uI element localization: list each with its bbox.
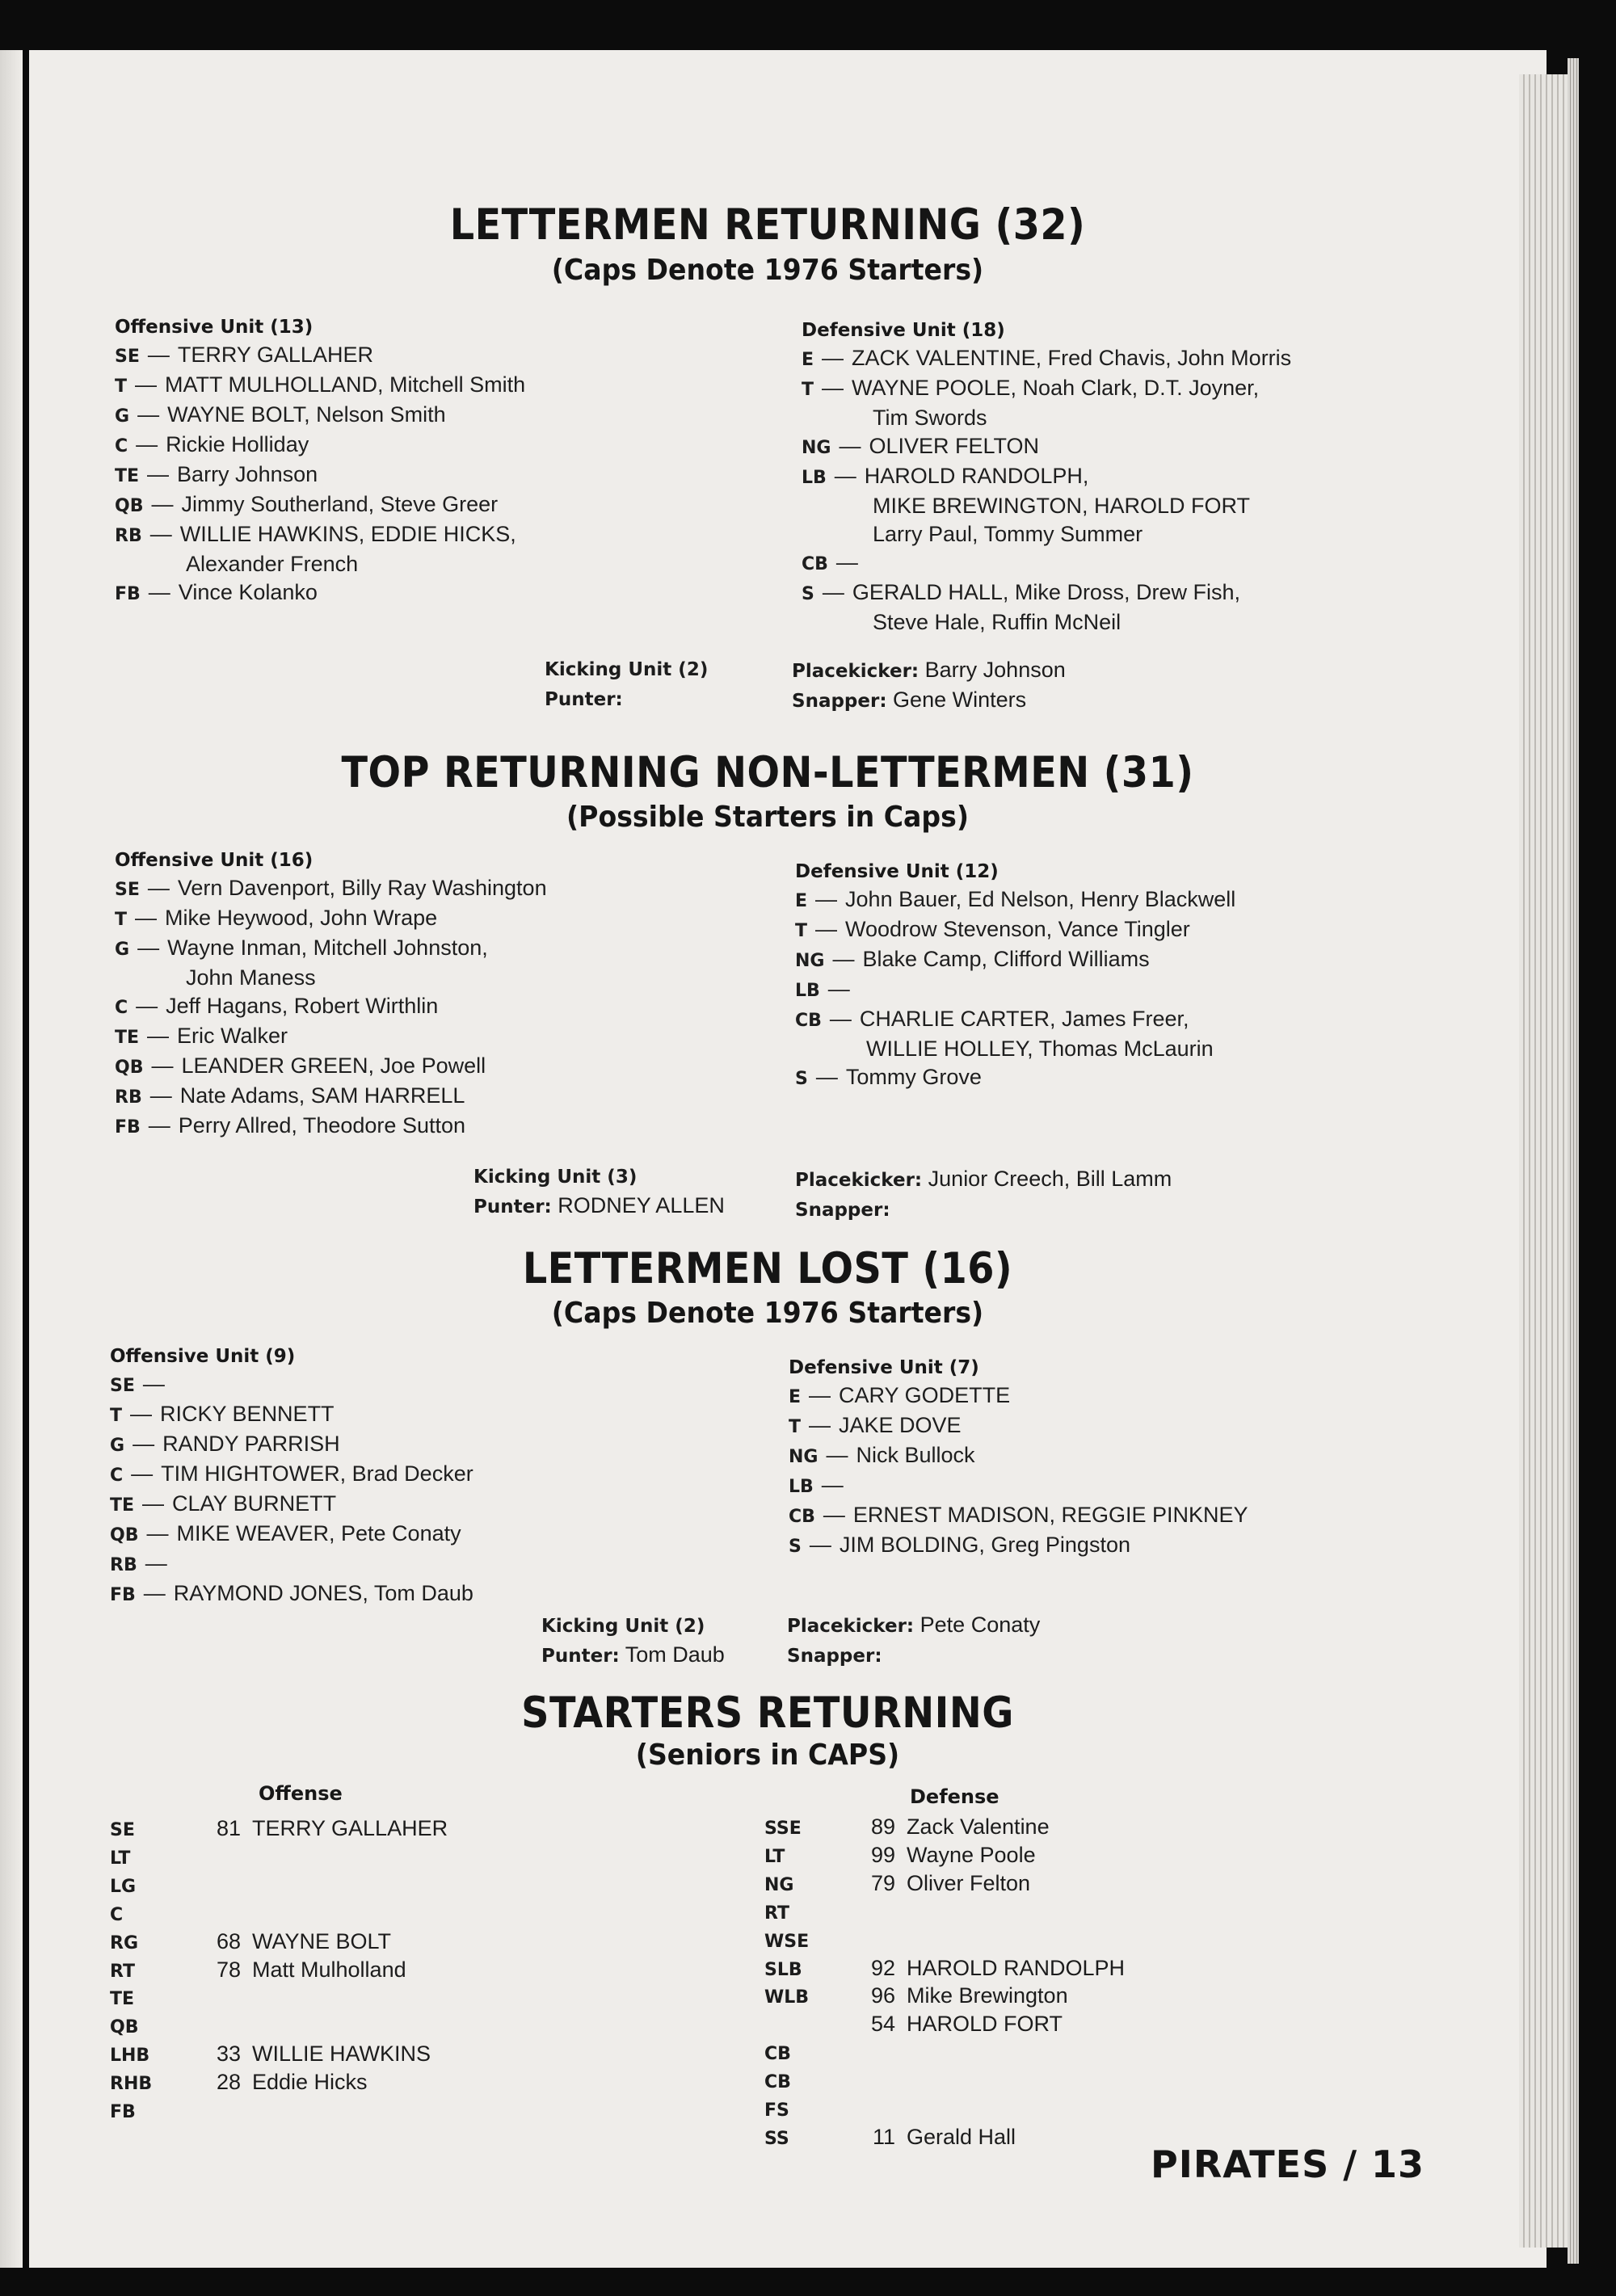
player-names: HAROLD RANDOLPH, xyxy=(864,464,1089,488)
ll-punter: Tom Daub xyxy=(625,1642,725,1667)
player-names: RICKY BENNETT xyxy=(160,1402,335,1426)
nl-punter-label: Punter: xyxy=(473,1196,552,1217)
starter-position: C xyxy=(110,1904,124,1925)
lr-placekicker: Barry Johnson xyxy=(924,658,1066,682)
nl-offense-block xyxy=(115,850,547,1142)
roster-line xyxy=(802,404,1291,432)
player-names: WAYNE POOLE, Noah Clark, D.T. Joyner, xyxy=(852,376,1260,400)
starter-name: Oliver Felton xyxy=(907,1870,1031,1895)
starter-name: HAROLD FORT xyxy=(907,2012,1063,2037)
dash-separator: — xyxy=(815,917,838,941)
roster-line xyxy=(795,1063,1235,1093)
dash-separator: — xyxy=(130,1402,153,1426)
position-label: C xyxy=(115,998,128,1018)
player-names: Vince Kolanko xyxy=(178,580,318,604)
position-label: NG xyxy=(795,951,825,971)
starter-position: RG xyxy=(110,1932,138,1953)
starter-position: LT xyxy=(110,1848,131,1869)
starter-row xyxy=(764,1813,1050,1841)
starter-position: LHB xyxy=(110,2046,150,2067)
starter-row xyxy=(110,1928,391,1956)
roster-line xyxy=(115,401,525,431)
starter-position: CB xyxy=(764,2044,791,2065)
ll-offense-block xyxy=(110,1346,473,1609)
roster-line xyxy=(115,964,547,992)
roster-line xyxy=(115,874,547,904)
roster-line xyxy=(110,1460,473,1490)
lr-defense-list xyxy=(802,344,1291,637)
dash-separator: — xyxy=(822,346,844,370)
ll-punter-label: Punter: xyxy=(541,1646,620,1667)
ll-snapper-label: Snapper: xyxy=(787,1646,882,1667)
dash-separator: — xyxy=(809,1383,831,1407)
player-names: Rickie Holliday xyxy=(166,432,309,456)
lr-kicking-heading: Kicking Unit (2) xyxy=(545,659,709,680)
non-lettermen-subtitle: (Possible Starters in Caps) xyxy=(566,801,969,834)
nl-offense-heading: Offensive Unit (16) xyxy=(115,850,314,871)
position-label: T xyxy=(115,376,128,397)
starter-row xyxy=(764,2095,907,2123)
roster-line xyxy=(110,1579,473,1609)
player-names: Eric Walker xyxy=(177,1024,288,1048)
ll-placekicker-label: Placekicker: xyxy=(787,1616,915,1637)
roster-line xyxy=(110,1400,473,1430)
lr-offense-heading: Offensive Unit (13) xyxy=(115,317,314,338)
nl-kicking-left xyxy=(473,1162,725,1222)
roster-line xyxy=(802,578,1291,608)
starter-row xyxy=(110,1956,406,1984)
starter-number: 78 xyxy=(216,1957,241,1982)
starter-row xyxy=(764,1926,907,1954)
roster-line xyxy=(789,1411,1248,1441)
lr-kicking-right xyxy=(792,656,1066,716)
lr-punter-label: Punter: xyxy=(545,689,623,710)
dash-separator: — xyxy=(147,876,170,900)
player-names: Mike Heywood, John Wrape xyxy=(165,906,438,930)
position-label: LB xyxy=(802,468,827,488)
roster-line xyxy=(795,915,1235,945)
starter-position: LT xyxy=(764,1846,785,1867)
player-names: Alexander French xyxy=(186,552,359,576)
player-names: WAYNE BOLT, Nelson Smith xyxy=(167,402,446,427)
starter-row xyxy=(764,1869,1030,1898)
position-label: E xyxy=(802,350,814,370)
dash-separator: — xyxy=(136,432,158,456)
player-names: CARY GODETTE xyxy=(839,1383,1011,1407)
starter-number: 81 xyxy=(216,1816,241,1840)
dash-separator: — xyxy=(147,1024,170,1048)
position-label: FB xyxy=(115,1117,141,1137)
player-names: Blake Camp, Clifford Williams xyxy=(862,947,1150,971)
dash-separator: — xyxy=(148,1113,170,1137)
player-names: John Maness xyxy=(186,965,316,990)
dash-separator: — xyxy=(135,372,158,397)
player-names: Larry Paul, Tommy Summer xyxy=(873,522,1143,546)
dash-separator: — xyxy=(821,1473,844,1497)
dash-separator: — xyxy=(143,1581,166,1605)
roster-line xyxy=(110,1520,473,1550)
ll-placekicker: Pete Conaty xyxy=(920,1613,1041,1637)
roster-line xyxy=(795,975,1235,1005)
starter-position: RT xyxy=(110,1961,135,1982)
ll-offense-list xyxy=(110,1370,473,1609)
dash-separator: — xyxy=(822,376,844,400)
dash-separator: — xyxy=(133,1432,155,1456)
player-names: Perry Allred, Theodore Sutton xyxy=(178,1113,466,1137)
starter-position: LG xyxy=(110,1876,137,1897)
player-names: CHARLIE CARTER, James Freer, xyxy=(859,1007,1189,1031)
nl-punter: RODNEY ALLEN xyxy=(558,1193,725,1217)
lettermen-returning-title: LETTERMEN RETURNING (32) xyxy=(449,200,1086,250)
roster-line xyxy=(789,1381,1248,1411)
dash-separator: — xyxy=(823,1503,845,1527)
starter-position: TE xyxy=(110,1989,135,2010)
lr-defense-heading: Defensive Unit (18) xyxy=(802,320,1005,341)
lr-offense-block xyxy=(115,317,525,608)
starter-row xyxy=(764,2038,907,2067)
roster-line xyxy=(802,520,1291,549)
position-label: G xyxy=(115,406,130,427)
starter-row xyxy=(110,2096,252,2125)
starter-row xyxy=(764,1898,907,1926)
player-names: Vern Davenport, Billy Ray Washington xyxy=(177,876,547,900)
dash-separator: — xyxy=(151,1053,174,1078)
starter-row xyxy=(110,1815,448,1843)
dash-separator: — xyxy=(131,1461,154,1486)
roster-line xyxy=(115,371,525,401)
starter-position: NG xyxy=(764,1874,794,1895)
lr-kicking-left xyxy=(545,654,708,714)
position-label: SE xyxy=(115,880,140,900)
nl-kicking-right xyxy=(795,1165,1172,1225)
dash-separator: — xyxy=(822,580,844,604)
position-label: E xyxy=(789,1387,802,1407)
roster-line xyxy=(789,1441,1248,1471)
starter-number: 28 xyxy=(216,2070,241,2095)
player-names: TERRY GALLAHER xyxy=(177,343,373,367)
non-lettermen-title: TOP RETURNING NON-LETTERMEN (31) xyxy=(341,748,1194,797)
roster-line xyxy=(115,1022,547,1052)
dash-separator: — xyxy=(832,947,855,971)
player-names: Wayne Inman, Mitchell Johnston, xyxy=(167,936,488,960)
roster-line xyxy=(110,1490,473,1520)
position-label: T xyxy=(795,921,808,941)
roster-line xyxy=(115,460,525,490)
dash-separator: — xyxy=(145,1551,167,1575)
player-names: JAKE DOVE xyxy=(839,1413,962,1437)
ll-offense-heading: Offensive Unit (9) xyxy=(110,1346,296,1367)
roster-line xyxy=(115,992,547,1022)
player-names: TIM HIGHTOWER, Brad Decker xyxy=(161,1461,473,1486)
nl-placekicker: Junior Creech, Bill Lamm xyxy=(928,1167,1172,1191)
dash-separator: — xyxy=(149,522,172,546)
roster-line xyxy=(115,431,525,460)
dash-separator: — xyxy=(136,994,158,1018)
roster-line xyxy=(802,344,1291,374)
player-names: LEANDER GREEN, Joe Powell xyxy=(181,1053,486,1078)
roster-line xyxy=(115,934,547,964)
player-names: RANDY PARRISH xyxy=(162,1432,340,1456)
roster-line xyxy=(115,550,525,578)
starter-position: CB xyxy=(764,2072,791,2093)
dash-separator: — xyxy=(835,550,858,574)
roster-line xyxy=(795,945,1235,975)
dash-separator: — xyxy=(137,402,160,427)
roster-line xyxy=(110,1370,473,1400)
starter-position: SLB xyxy=(764,1959,802,1980)
dash-separator: — xyxy=(839,434,861,458)
starter-position: SSE xyxy=(764,1819,802,1839)
position-label: C xyxy=(110,1465,124,1486)
starter-name: Wayne Poole xyxy=(907,1842,1036,1867)
player-names: Barry Johnson xyxy=(177,462,318,486)
starter-number: 33 xyxy=(216,2042,241,2067)
position-label: FB xyxy=(110,1585,136,1605)
dash-separator: — xyxy=(815,887,838,911)
roster-line xyxy=(795,885,1235,915)
roster-line xyxy=(115,578,525,608)
position-label: C xyxy=(115,436,128,456)
lr-placekicker-label: Placekicker: xyxy=(792,661,920,682)
starter-name: TERRY GALLAHER xyxy=(252,1816,448,1840)
dash-separator: — xyxy=(146,1521,169,1545)
position-label: T xyxy=(110,1406,123,1426)
player-names: Jeff Hagans, Robert Wirthlin xyxy=(166,994,439,1018)
position-label: G xyxy=(115,940,130,960)
lettermen-returning-subtitle: (Caps Denote 1976 Starters) xyxy=(551,254,984,287)
starter-name: Eddie Hicks xyxy=(252,2070,368,2095)
player-names: Woodrow Stevenson, Vance Tingler xyxy=(845,917,1190,941)
starter-position: SE xyxy=(110,1820,135,1840)
dash-separator: — xyxy=(135,906,158,930)
player-names: John Bauer, Ed Nelson, Henry Blackwell xyxy=(845,887,1236,911)
starter-row xyxy=(110,2068,368,2096)
starter-number: 11 xyxy=(872,2124,895,2149)
position-label: TE xyxy=(110,1495,135,1516)
dash-separator: — xyxy=(147,343,170,367)
dash-separator: — xyxy=(834,464,856,488)
lr-defense-block xyxy=(802,320,1291,637)
ll-kicking-right xyxy=(787,1611,1040,1671)
player-names: MIKE WEAVER, Pete Conaty xyxy=(176,1521,461,1545)
position-label: RB xyxy=(115,1087,142,1108)
starter-number: 96 xyxy=(870,1983,895,2008)
roster-line xyxy=(110,1430,473,1460)
roster-line xyxy=(795,1005,1235,1035)
dash-separator: — xyxy=(142,1491,165,1516)
starter-name: Matt Mulholland xyxy=(252,1957,406,1982)
player-names: Tommy Grove xyxy=(845,1065,982,1089)
roster-line xyxy=(789,1531,1248,1561)
dash-separator: — xyxy=(829,1007,852,1031)
starter-row xyxy=(764,1841,1036,1869)
starter-position: SS xyxy=(764,2128,789,2149)
starter-row xyxy=(110,1983,252,2012)
player-names: Steve Hale, Ruffin McNeil xyxy=(873,610,1122,634)
roster-line xyxy=(795,1035,1235,1063)
roster-line xyxy=(115,490,525,520)
position-label: S xyxy=(802,584,814,604)
position-label: S xyxy=(789,1537,802,1557)
position-label: QB xyxy=(115,1058,144,1078)
starter-number: 79 xyxy=(870,1870,895,1895)
position-label: RB xyxy=(110,1555,137,1575)
dash-separator: — xyxy=(809,1413,831,1437)
player-names: MATT MULHOLLAND, Mitchell Smith xyxy=(165,372,526,397)
roster-line xyxy=(115,1052,547,1082)
starter-row xyxy=(764,1982,1068,2010)
nl-defense-block xyxy=(795,861,1235,1093)
roster-line xyxy=(802,492,1291,520)
starter-row xyxy=(764,2123,1016,2151)
roster-line xyxy=(115,904,547,934)
player-names: Nick Bullock xyxy=(856,1443,975,1467)
dash-separator: — xyxy=(148,580,170,604)
ll-defense-block xyxy=(789,1357,1248,1561)
roster-line xyxy=(802,374,1291,404)
position-label: SE xyxy=(115,347,140,367)
position-label: CB xyxy=(789,1507,815,1527)
starters-defense-heading: Defense xyxy=(910,1785,999,1808)
position-label: T xyxy=(802,380,814,400)
starter-row xyxy=(110,1871,252,1899)
starter-position: FB xyxy=(110,2102,136,2122)
roster-line xyxy=(115,341,525,371)
starter-position: QB xyxy=(110,2017,139,2038)
nl-defense-list xyxy=(795,885,1235,1093)
player-names: WILLIE HOLLEY, Thomas McLaurin xyxy=(866,1037,1214,1061)
position-label: LB xyxy=(789,1477,814,1497)
lr-snapper-label: Snapper: xyxy=(792,691,887,712)
position-label: E xyxy=(795,891,808,911)
player-names: ERNEST MADISON, REGGIE PINKNEY xyxy=(852,1503,1248,1527)
starter-row xyxy=(764,2010,1063,2038)
starter-row xyxy=(110,1899,252,1928)
dash-separator: — xyxy=(809,1533,831,1557)
roster-line xyxy=(802,608,1291,637)
starter-name: HAROLD RANDOLPH xyxy=(907,1955,1126,1980)
player-names: JIM BOLDING, Greg Pingston xyxy=(839,1533,1130,1557)
player-names: Tim Swords xyxy=(873,406,987,430)
ll-defense-heading: Defensive Unit (7) xyxy=(789,1357,979,1378)
position-label: NG xyxy=(789,1447,819,1467)
roster-line xyxy=(802,549,1291,578)
starter-number: 89 xyxy=(870,1815,895,1839)
starter-position: RHB xyxy=(110,2074,153,2095)
roster-line xyxy=(802,462,1291,492)
roster-line xyxy=(789,1501,1248,1531)
nl-snapper-label: Snapper: xyxy=(795,1200,890,1221)
starter-row xyxy=(110,1843,252,1871)
dash-separator: — xyxy=(151,492,174,516)
roster-line xyxy=(802,432,1291,462)
lettermen-lost-title: LETTERMEN LOST (16) xyxy=(522,1244,1013,1293)
starter-name: WAYNE BOLT xyxy=(252,1928,392,1953)
starters-title: STARTERS RETURNING xyxy=(521,1688,1014,1738)
starter-position: FS xyxy=(764,2100,789,2121)
player-names: RAYMOND JONES, Tom Daub xyxy=(173,1581,473,1605)
roster-line xyxy=(789,1471,1248,1501)
roster-line xyxy=(115,520,525,550)
lr-snapper: Gene Winters xyxy=(893,688,1027,712)
dash-separator: — xyxy=(827,977,850,1001)
position-label: CB xyxy=(795,1011,822,1031)
position-label: TE xyxy=(115,1028,140,1048)
starter-name: WILLIE HAWKINS xyxy=(252,2042,431,2067)
dash-separator: — xyxy=(149,1083,172,1108)
lr-offense-list xyxy=(115,341,525,608)
dash-separator: — xyxy=(142,1372,165,1396)
player-names: OLIVER FELTON xyxy=(869,434,1040,458)
dash-separator: — xyxy=(815,1065,838,1089)
dash-separator: — xyxy=(137,936,160,960)
starter-number: 54 xyxy=(870,2012,895,2037)
starter-row xyxy=(110,2040,431,2068)
player-names: MIKE BREWINGTON, HAROLD FORT xyxy=(873,494,1251,518)
starter-row xyxy=(764,1954,1125,1983)
starter-number: 92 xyxy=(870,1955,895,1980)
starter-position: RT xyxy=(764,1903,789,1924)
starters-subtitle: (Seniors in CAPS) xyxy=(635,1739,900,1772)
ll-defense-list xyxy=(789,1381,1248,1561)
position-label: T xyxy=(789,1417,802,1437)
starter-row xyxy=(764,2067,907,2095)
nl-defense-heading: Defensive Unit (12) xyxy=(795,861,999,882)
player-names: GERALD HALL, Mike Dross, Drew Fish, xyxy=(852,580,1240,604)
dash-separator: — xyxy=(826,1443,848,1467)
player-names: Nate Adams, SAM HARRELL xyxy=(179,1083,465,1108)
position-label: NG xyxy=(802,438,831,458)
roster-line xyxy=(115,1082,547,1112)
starters-offense-heading: Offense xyxy=(259,1782,343,1805)
nl-placekicker-label: Placekicker: xyxy=(795,1170,923,1191)
page-footer: PIRATES / 13 xyxy=(1151,2143,1425,2186)
starter-row xyxy=(110,2012,252,2040)
position-label: S xyxy=(795,1069,808,1089)
position-label: FB xyxy=(115,584,141,604)
ll-kicking-heading: Kicking Unit (2) xyxy=(541,1616,705,1637)
player-names: Jimmy Southerland, Steve Greer xyxy=(181,492,499,516)
starter-name: Zack Valentine xyxy=(907,1815,1050,1839)
lettermen-lost-subtitle: (Caps Denote 1976 Starters) xyxy=(551,1297,984,1330)
starter-position: WSE xyxy=(764,1931,810,1952)
starter-name: Mike Brewington xyxy=(907,1983,1068,2008)
position-label: LB xyxy=(795,981,820,1001)
position-label: G xyxy=(110,1436,125,1456)
position-label: T xyxy=(115,910,128,930)
player-names: ZACK VALENTINE, Fred Chavis, John Morris xyxy=(852,346,1292,370)
starter-number: 68 xyxy=(216,1928,241,1953)
position-label: QB xyxy=(110,1525,139,1545)
position-label: SE xyxy=(110,1376,135,1396)
player-names: WILLIE HAWKINS, EDDIE HICKS, xyxy=(179,522,516,546)
position-label: CB xyxy=(802,554,828,574)
position-label: RB xyxy=(115,526,142,546)
starter-name: Gerald Hall xyxy=(907,2124,1016,2149)
roster-line xyxy=(110,1550,473,1579)
starter-position: WLB xyxy=(764,1987,810,2008)
player-names: CLAY BURNETT xyxy=(172,1491,337,1516)
position-label: QB xyxy=(115,496,144,516)
starter-number: 99 xyxy=(870,1842,895,1867)
nl-offense-list xyxy=(115,874,547,1142)
dash-separator: — xyxy=(147,462,170,486)
position-label: TE xyxy=(115,466,140,486)
roster-line xyxy=(115,1112,547,1142)
ll-kicking-left xyxy=(541,1611,725,1671)
nl-kicking-heading: Kicking Unit (3) xyxy=(473,1167,638,1188)
